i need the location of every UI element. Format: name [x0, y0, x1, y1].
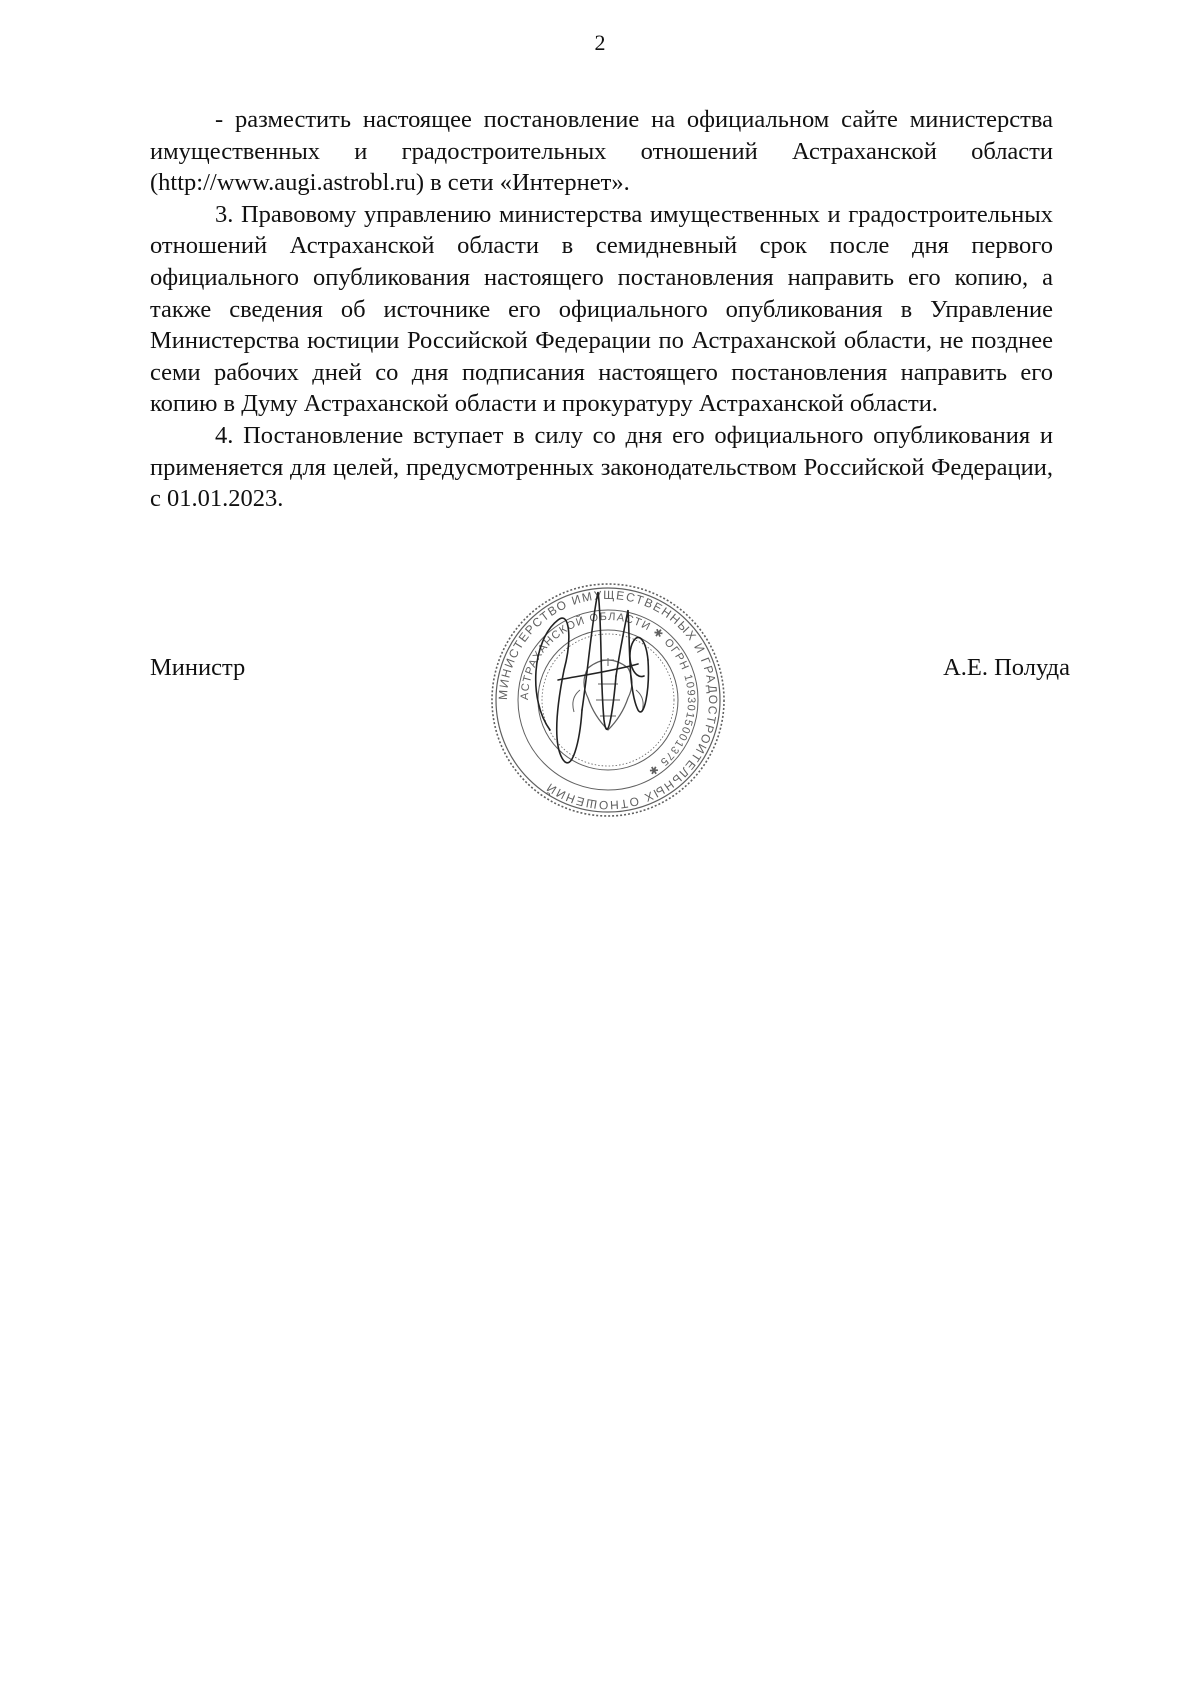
seal-inner-text: АСТРАХАНСКОЙ ОБЛАСТИ ✱ ОГРН 1093015001375 ✱ [518, 610, 698, 778]
page-number: 2 [594, 30, 606, 55]
official-seal-with-signature [488, 580, 728, 820]
seal-outer-text: МИНИСТЕРСТВО ИМУЩЕСТВЕННЫХ И ГРАДОСТРОИТЕЛЬНЫХ ОТНОШЕНИЙ [495, 587, 721, 813]
paragraph-legal-department: 3. Правовому управлению министерства имущественных и градостроительных отношений Астраханской области в семидневный срок после дня первого официального опубликования настоящего постановления направить его копию, а также сведения об источнике его официального опубликования в Управление Министерства юстиции Российской Федерации по Астраханской области, не позднее семи рабочих дней со дня подписания настоящего постановления направить его копию в Думу Астраханской области и прокуратуру Астраханской области. [150, 200, 1053, 418]
signatory-name: А.Е. Полуда [943, 654, 1070, 681]
paragraph-website-publication: - разместить настоящее постановление на официальном сайте министерства имущественных и градостроительных отношений Астраханской области (http://www.augi.astrobl.ru) в сети «Интернет». [150, 106, 1053, 197]
document-body [150, 104, 1053, 515]
paragraph-entry-into-force: 4. Постановление вступает в силу со дня его официального опубликования и применяется для целей, предусмотренных законодательством Российской Федерации, с 01.01.2023. [150, 421, 1053, 513]
signatory-title: Министр [150, 654, 246, 681]
